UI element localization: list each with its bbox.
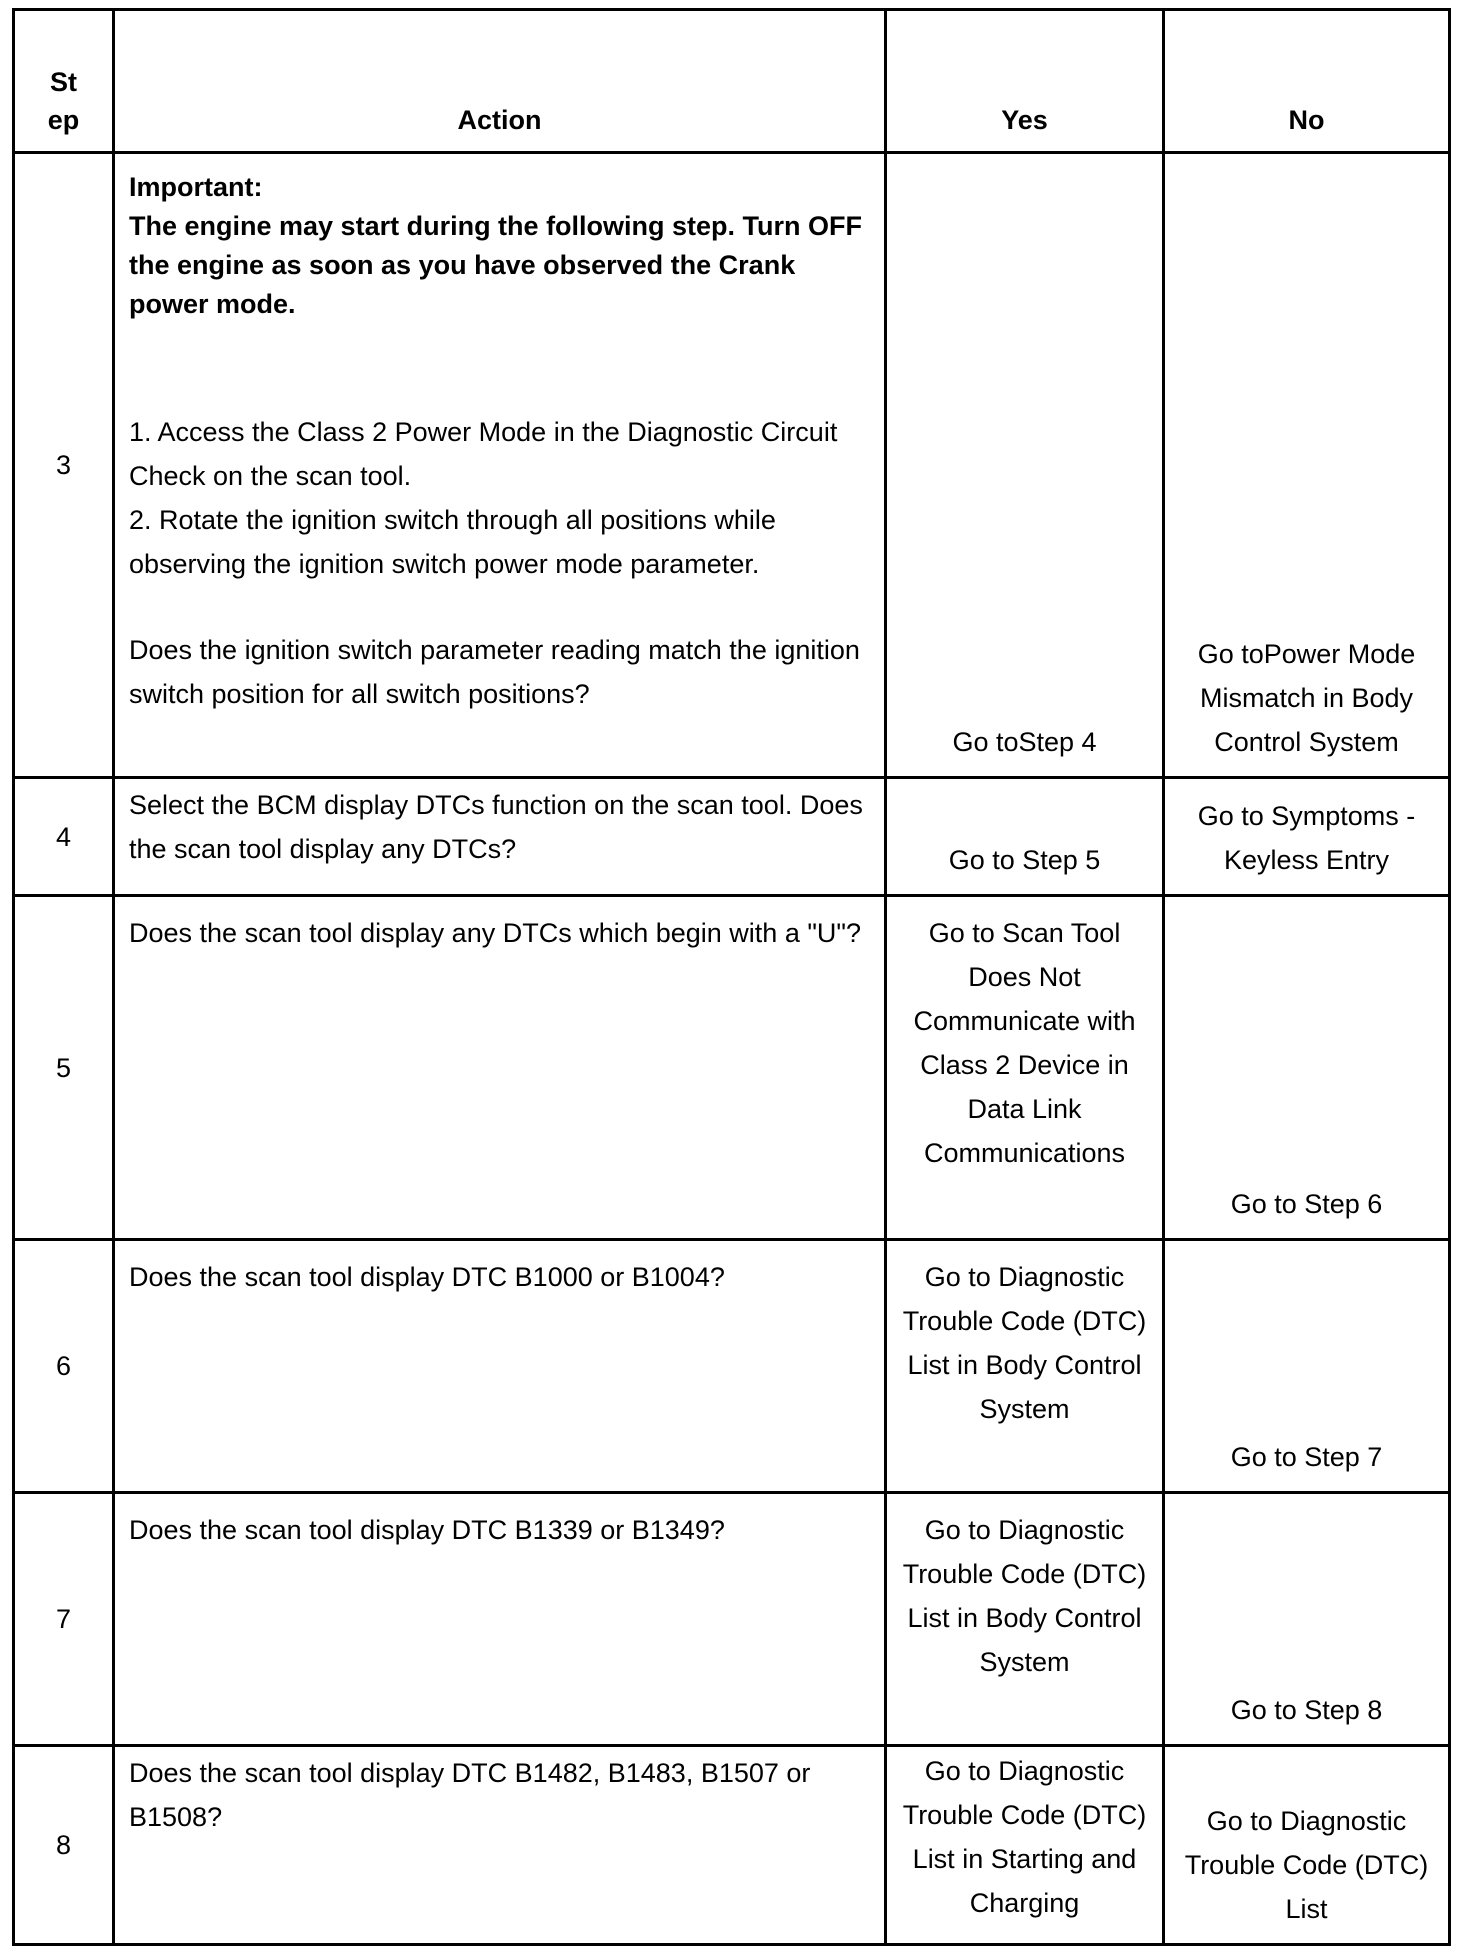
yes-result: Go to Diagnostic Trouble Code (DTC) List in Starting and Charging: [886, 1746, 1164, 1945]
action-cell: [114, 153, 886, 778]
important-label: Important:: [129, 172, 263, 202]
no-result: Go to Step 6: [1164, 896, 1450, 1240]
table-row: [14, 1493, 1450, 1746]
instruction-item: 1. Access the Class 2 Power Mode in the Diagnostic Circuit Check on the scan tool.: [129, 417, 838, 491]
step-number: 3: [14, 153, 114, 778]
table-row: [14, 778, 1450, 896]
no-result: Go toPower Mode Mismatch in Body Control System: [1164, 153, 1450, 778]
yes-result: Go to Diagnostic Trouble Code (DTC) List in Body Control System: [886, 1493, 1164, 1746]
no-result: Go to Symptoms - Keyless Entry: [1164, 778, 1450, 896]
yes-result: Go to Step 5: [886, 778, 1164, 896]
header-no: No: [1164, 10, 1450, 153]
header-row: [14, 10, 1450, 153]
no-result: Go to Step 7: [1164, 1240, 1450, 1493]
step-number: 4: [14, 778, 114, 896]
table-row: [14, 1240, 1450, 1493]
action-cell: Does the scan tool display DTC B1482, B1483, B1507 or B1508?: [114, 1746, 886, 1945]
yes-result: Go to Scan Tool Does Not Communicate with Class 2 Device in Data Link Communications: [886, 896, 1164, 1240]
important-text: The engine may start during the following step. Turn OFF the engine as soon as you have observed the Crank power mode.: [129, 211, 863, 319]
yes-result: Go toStep 4: [886, 153, 1164, 778]
no-result: Go to Diagnostic Trouble Code (DTC) List: [1164, 1746, 1450, 1945]
step-number: 6: [14, 1240, 114, 1493]
action-question: Does the ignition switch parameter reading match the ignition switch position for all switch positions?: [129, 635, 860, 709]
table-row: [14, 153, 1450, 778]
step-number: 8: [14, 1746, 114, 1945]
no-result: Go to Step 8: [1164, 1493, 1450, 1746]
table-row: [14, 1746, 1450, 1945]
action-cell: Does the scan tool display DTC B1000 or B1004?: [114, 1240, 886, 1493]
table-row: [14, 896, 1450, 1240]
step-number: 7: [14, 1493, 114, 1746]
yes-result: Go to Diagnostic Trouble Code (DTC) List in Body Control System: [886, 1240, 1164, 1493]
diagnostic-table: [12, 8, 1451, 1946]
header-action: Action: [114, 10, 886, 153]
step-number: 5: [14, 896, 114, 1240]
action-cell: Select the BCM display DTCs function on the scan tool. Does the scan tool display any DTCs?: [114, 778, 886, 896]
instruction-item: 2. Rotate the ignition switch through all positions while observing the ignition switch power mode parameter.: [129, 505, 776, 579]
header-step: St ep: [14, 10, 114, 153]
action-cell: Does the scan tool display any DTCs which begin with a "U"?: [114, 896, 886, 1240]
header-yes: Yes: [886, 10, 1164, 153]
action-cell: Does the scan tool display DTC B1339 or B1349?: [114, 1493, 886, 1746]
